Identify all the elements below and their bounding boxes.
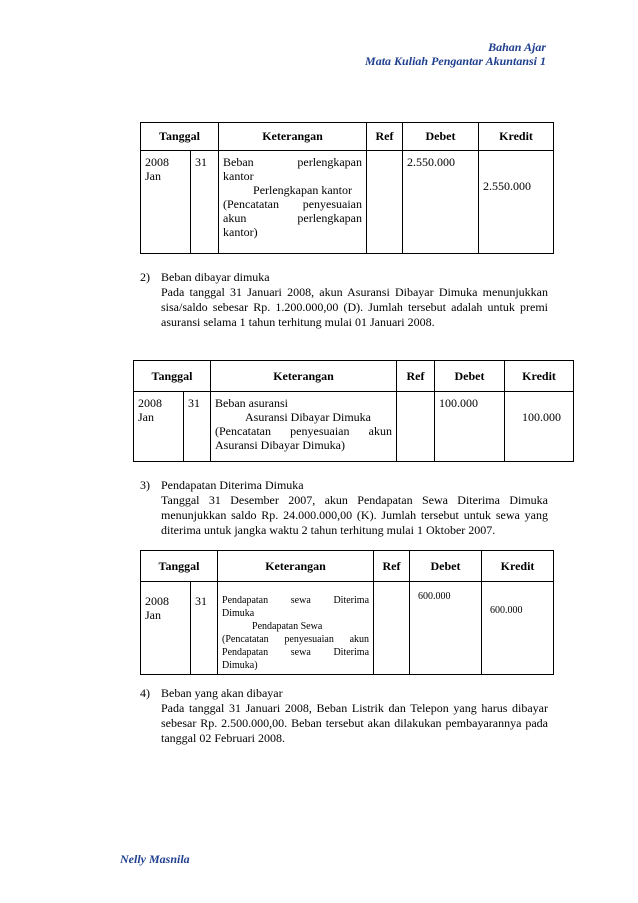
journal-table-2 [133, 360, 574, 462]
section-title: Beban dibayar dimuka [161, 270, 270, 284]
kredit-cell [505, 392, 574, 462]
entry-year: 2008 [145, 594, 169, 608]
section-3 [140, 478, 548, 538]
section-number: 4) [140, 686, 150, 700]
debet-cell [410, 582, 482, 675]
header-keterangan: Keterangan [219, 123, 367, 151]
journal-table-1 [140, 122, 554, 254]
header-tanggal: Tanggal [134, 361, 211, 392]
credit-account: Asuransi Dibayar Dimuka [245, 410, 371, 424]
description-cell [219, 151, 367, 254]
entry-month: Jan [145, 608, 161, 622]
date-cell [134, 392, 184, 462]
description-cell [211, 392, 397, 462]
entry-month: Jan [138, 410, 154, 424]
header-ref: Ref [374, 551, 410, 582]
credit-account: Pendapatan Sewa [252, 621, 323, 632]
section-title: Beban yang akan dibayar [161, 686, 283, 700]
date-cell [141, 151, 191, 254]
header-tanggal: Tanggal [141, 123, 219, 151]
header-kredit: Kredit [479, 123, 554, 151]
debet-value: 100.000 [439, 396, 479, 410]
day-cell [184, 392, 211, 462]
document-header [365, 40, 546, 68]
header-keterangan: Keterangan [218, 551, 374, 582]
header-kredit: Kredit [505, 361, 574, 392]
day-cell [191, 582, 218, 675]
debet-value: 600.000 [418, 591, 451, 602]
debet-cell [435, 392, 505, 462]
header-ref: Ref [397, 361, 435, 392]
day-cell [191, 151, 219, 254]
header-kredit: Kredit [482, 551, 554, 582]
entry-note-end: kantor) [223, 225, 258, 239]
ref-cell [374, 582, 410, 675]
entry-note-cont: Pendapatan sewa Diterima [222, 647, 370, 658]
kredit-cell [479, 151, 554, 254]
kredit-value: 2.550.000 [483, 179, 532, 193]
footer-author: Nelly Masnila [120, 852, 190, 866]
section-paragraph: Tanggal 31 Desember 2007, akun Pendapatan Sewa Diterima Dimuka menunjukkan saldo Rp. 24.000.000,00 (K). Jumlah tersebut untuk sewa yang diterima untuk jangka waktu 2 tahun terhitung mulai 1 Oktober 2007. [161, 493, 548, 537]
entry-note-end: Asuransi Dibayar Dimuka) [215, 438, 345, 452]
entry-day: 31 [195, 594, 207, 608]
entry-note-end: Dimuka) [222, 660, 258, 671]
section-2 [140, 270, 548, 330]
header-subtitle: Mata Kuliah Pengantar Akuntansi 1 [365, 54, 546, 68]
debit-account: Beban perlengkapan [223, 155, 363, 169]
section-paragraph: Pada tanggal 31 Januari 2008, akun Asuransi Dibayar Dimuka menunjukkan sisa/saldo sebesar Rp. 1.200.000,00 (D). Jumlah tersebut adalah untuk premi asuransi selama 1 tahun terhitung mulai 01 Januari 2008. [161, 285, 548, 329]
kredit-value: 100.000 [522, 410, 562, 424]
entry-note-cont: akun perlengkapan [223, 211, 363, 225]
debit-account: Beban asuransi [215, 396, 288, 410]
debit-account: Pendapatan sewa Diterima [222, 595, 370, 606]
kredit-cell [482, 582, 554, 675]
ref-cell [397, 392, 435, 462]
header-title: Bahan Ajar [488, 40, 546, 54]
entry-day: 31 [188, 396, 200, 410]
entry-note: (Pencatatan penyesuaian [223, 197, 363, 211]
section-4 [140, 686, 548, 746]
debit-account-cont: Dimuka [222, 608, 255, 619]
entry-month: Jan [145, 169, 161, 183]
journal-table-3 [140, 550, 554, 675]
entry-year: 2008 [145, 155, 169, 169]
kredit-value: 600.000 [490, 605, 523, 616]
entry-note: (Pencatatan penyesuaian akun [215, 424, 393, 438]
credit-account: Perlengkapan kantor [253, 183, 352, 197]
date-cell [141, 582, 191, 675]
header-debet: Debet [403, 123, 479, 151]
description-cell [218, 582, 374, 675]
section-number: 3) [140, 478, 150, 492]
header-debet: Debet [435, 361, 505, 392]
entry-note: (Pencatatan penyesuaian akun [222, 634, 370, 645]
debet-cell [403, 151, 479, 254]
debit-account-cont: kantor [223, 169, 254, 183]
debet-value: 2.550.000 [407, 155, 456, 169]
header-tanggal: Tanggal [141, 551, 218, 582]
header-ref: Ref [367, 123, 403, 151]
section-number: 2) [140, 270, 150, 284]
entry-year: 2008 [138, 396, 162, 410]
section-title: Pendapatan Diterima Dimuka [161, 478, 304, 492]
section-paragraph: Pada tanggal 31 Januari 2008, Beban Listrik dan Telepon yang harus dibayar sebesar Rp. 2.500.000,00. Beban tersebut akan dilakukan pembayarannya pada tanggal 02 Februari 2008. [161, 701, 548, 745]
header-debet: Debet [410, 551, 482, 582]
ref-cell [367, 151, 403, 254]
entry-day: 31 [195, 155, 207, 169]
header-keterangan: Keterangan [211, 361, 397, 392]
